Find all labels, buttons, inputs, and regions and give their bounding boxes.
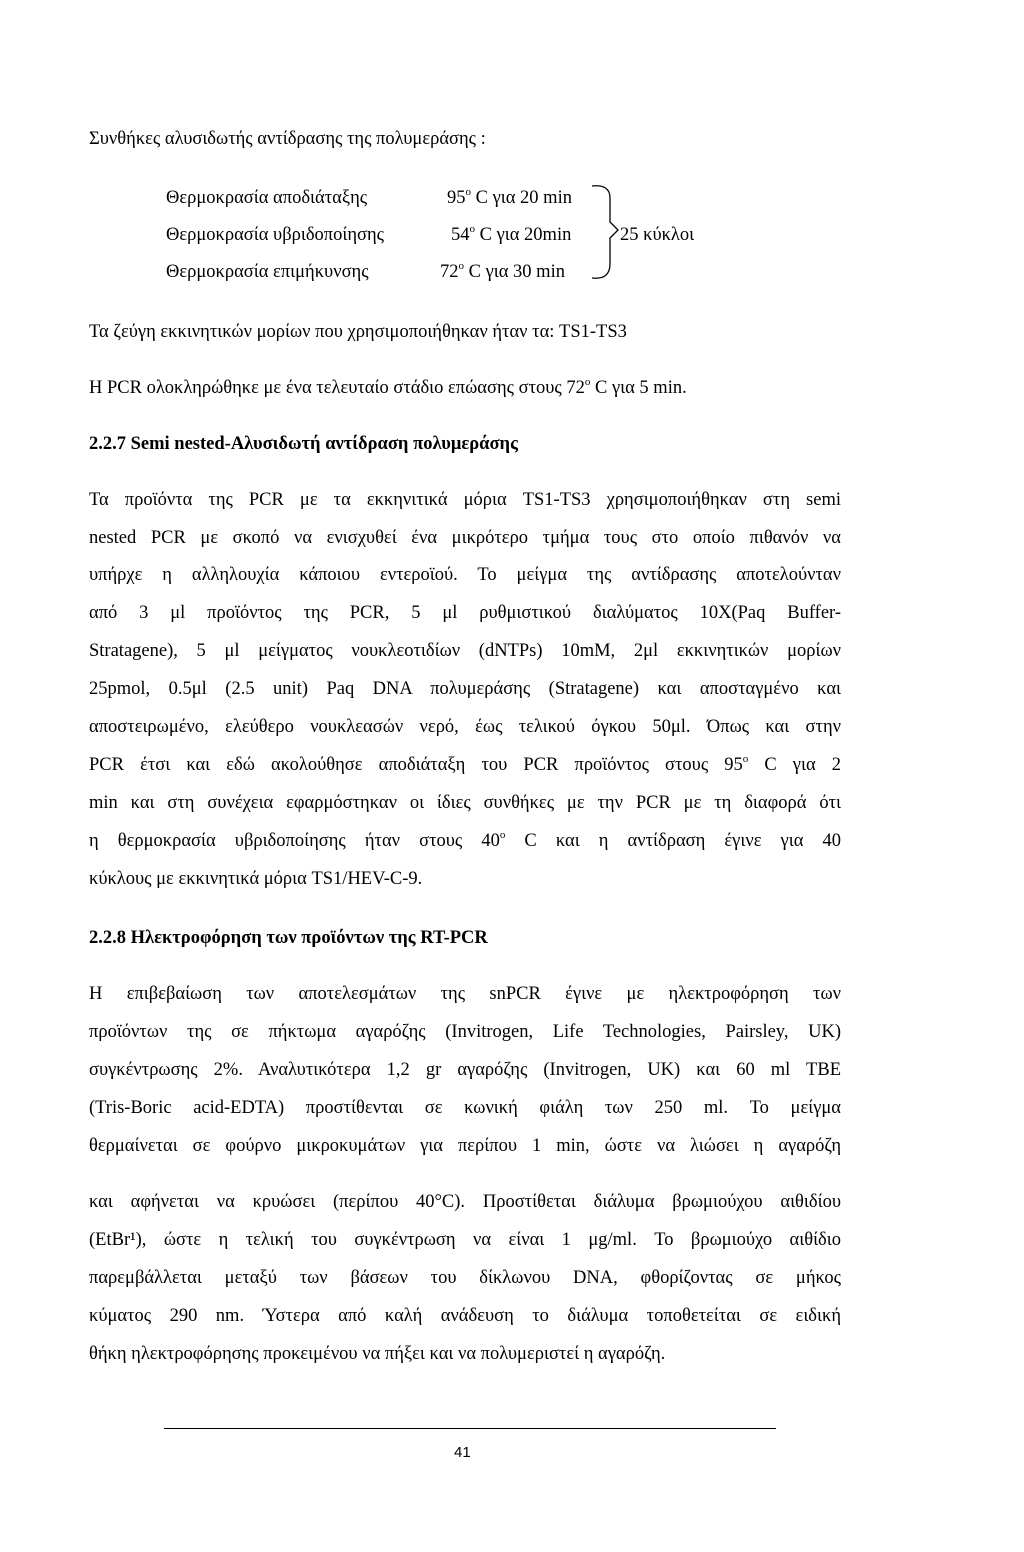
paragraph-line: min και στη συνέχεια εφαρμόστηκαν οι ίδιες συνθήκες με την PCR με τη διαφορά ότι	[89, 793, 841, 813]
conditions-title: Συνθήκες αλυσιδωτής αντίδρασης της πολυμεράσης :	[89, 129, 486, 149]
paragraph-line: από 3 μl προϊόντος της PCR, 5 μl ρυθμιστικού διαλύματος 10X(Paq Buffer-	[89, 603, 841, 623]
paragraph-line: H επιβεβαίωση των αποτελεσμάτων της snPCR έγινε με ηλεκτροφόρηση των	[89, 984, 841, 1004]
paragraph-line: κύματος 290 nm. Ύστερα από καλή ανάδευση το διάλυμα τοποθετείται σε ειδική	[89, 1306, 841, 1326]
final-extension: H PCR ολοκληρώθηκε με ένα τελευταίο στάδιο επώασης στους 72$^o$ C για 5 min.	[89, 376, 687, 398]
paragraph-line: κύκλους με εκκινητικά μόρια TS1/HEV-C-9.	[89, 869, 423, 889]
cycles-label: 25 κύκλοι	[620, 225, 695, 245]
paragraph-line: η θερμοκρασία υβριδοποίησης ήταν στους 40$^o$ C και η αντίδραση έγινε για 40	[89, 829, 841, 851]
paragraph-line: προϊόντων της σε πήκτωμα αγαρόζης (Invitrogen, Life Technologies, Pairsley, UK)	[89, 1022, 841, 1042]
pcr-value-extension: 72$^o$ C για 30 min	[440, 260, 565, 282]
page-number: 41	[454, 1444, 471, 1461]
paragraph-line: θήκη ηλεκτροφόρησης προκειμένου να πήξει και να πολυμεριστεί η αγαρόζη.	[89, 1344, 666, 1364]
paragraph-line: nested PCR με σκοπό να ενισχυθεί ένα μικρότερο τμήμα τους στο οποίο πιθανόν να	[89, 528, 841, 548]
paragraph-line: υπήρχε η αλληλουχία κάποιου εντεροϊού. Το μείγμα της αντίδρασης αποτελούνταν	[89, 565, 841, 585]
paragraph-line: (Tris-Boric acid-EDTA) προστίθενται σε κωνική φιάλη των 250 ml. Το μείγμα	[89, 1098, 841, 1118]
pcr-value-denaturation: 95$^o$ C για 20 min	[447, 186, 572, 208]
paragraph-line: θερμαίνεται σε φούρνο μικροκυμάτων για περίπου 1 min, ώστε να λιώσει η αγαρόζη	[89, 1136, 841, 1156]
pcr-label-annealing: Θερμοκρασία υβριδοποίησης	[166, 225, 385, 245]
paragraph-line: (EtBr¹), ώστε η τελική του συγκέντρωση να είναι 1 μg/ml. Το βρωμιούχο αιθίδιο	[89, 1230, 841, 1250]
paragraph-line: αποστειρωμένο, ελεύθερο νουκλεασών νερό, έως τελικού όγκου 50μl. Όπως και στην	[89, 717, 841, 737]
pcr-label-extension: Θερμοκρασία επιμήκυνσης	[166, 262, 369, 282]
pcr-value-annealing: 54$^o$ C για 20min	[451, 223, 572, 245]
paragraph-line: PCR έτσι και εδώ ακολούθησε αποδιάταξη του PCR προϊόντος στους 95$^o$ C για 2	[89, 753, 841, 775]
paragraph-line: Τα προϊόντα της PCR με τα εκκηνιτικά μόρια TS1-TS3 χρησιμοποιήθηκαν στη semi	[89, 490, 841, 510]
paragraph-line: Stratagene), 5 μl μείγματος νουκλεοτιδίων (dNTPs) 10mM, 2μl εκκινητικών μορίων	[89, 641, 841, 661]
section-heading-2-2-8: 2.2.8 Ηλεκτροφόρηση των προϊόντων της RT-PCR	[89, 928, 488, 948]
paragraph-line: συγκέντρωσης 2%. Αναλυτικότερα 1,2 gr αγαρόζης (Invitrogen, UK) και 60 ml TBE	[89, 1060, 841, 1080]
section-heading-2-2-7: 2.2.7 Semi nested-Αλυσιδωτή αντίδραση πολυμεράσης	[89, 434, 518, 454]
paragraph-line: παρεμβάλλεται μεταξύ των βάσεων του δίκλωνου DNA, φθορίζοντας σε μήκος	[89, 1268, 841, 1288]
primer-pairs: Τα ζεύγη εκκινητικών μορίων που χρησιμοποιήθηκαν ήταν τα: TS1-TS3	[89, 322, 627, 342]
footer-rule	[164, 1428, 776, 1429]
pcr-label-denaturation: Θερμοκρασία αποδιάταξης	[166, 188, 368, 208]
paragraph-line: και αφήνεται να κρυώσει (περίπου 40°C). Προστίθεται διάλυμα βρωμιούχου αιθιδίου	[89, 1192, 841, 1212]
paragraph-line: 25pmol, 0.5μl (2.5 unit) Paq DNA πολυμεράσης (Stratagene) και αποσταγμένο και	[89, 679, 841, 699]
